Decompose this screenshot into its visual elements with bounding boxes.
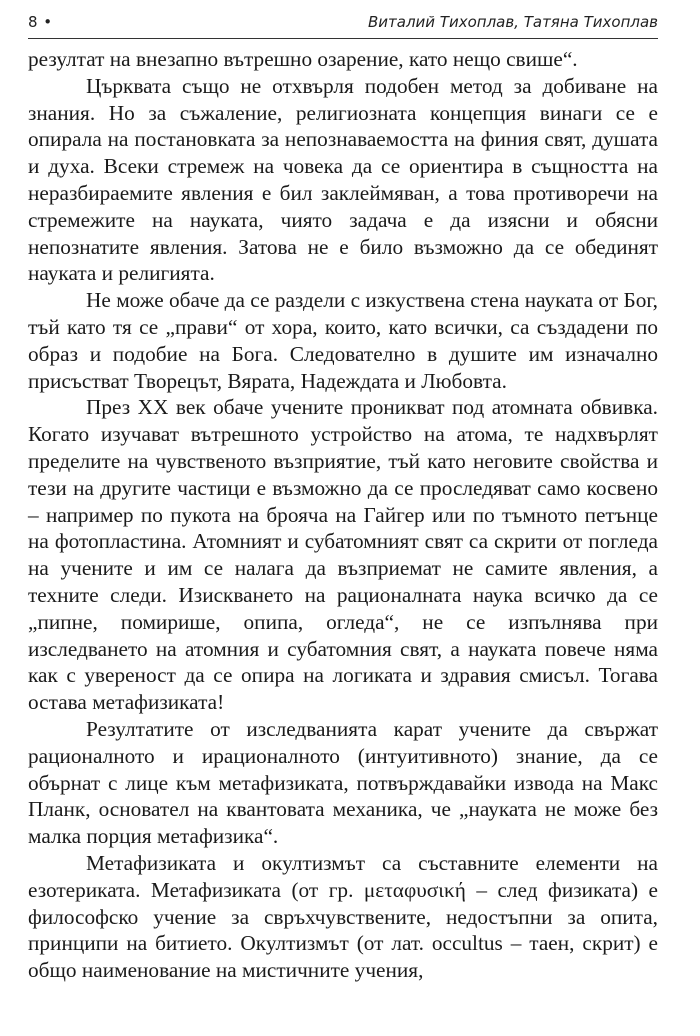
running-header-authors: Виталий Тихоплав, Татяна Тихоплав [367, 13, 658, 31]
paragraph: Църквата също не отхвърля подобен метод за добиване на знания. Но за съжаление, религиозната концепция винаги се е опирала на постановката за непознаваемостта на финия свят, душата и духа. Всеки стремеж на човека да се ориентира в същността на неразбираемите явления е бил заклеймяван, а това противоречи на стремежите на науката, чиято задача е да изясни и обясни непознатите явления. Затова не е било възможно да се обединят науката и религията. [28, 73, 658, 286]
running-header [28, 8, 658, 36]
page-number: 8 • [28, 13, 53, 31]
paragraph: Метафизиката и окултизмът са съставните елементи на езотериката. Метафизиката (от гр. μεταφυσική – след физиката) е философско учение за свръхчувствените, недостъпни за опита, принципи на битието. Окултизмът (от лат. occultus – таен, скрит) е общо наименование на мистичните учения, [28, 850, 658, 983]
paragraph: Резултатите от изследванията карат учените да свържат рационалното и ирационалното (интуитивното) знание, да се обърнат с лице към метафизиката, потвърждавайки извода на Макс Планк, основател на квантовата механика, че „науката не може без малка порция метафизика“. [28, 716, 658, 849]
header-divider [28, 38, 658, 39]
paragraph: Не може обаче да се раздели с изкуствена стена науката от Бог, тъй като тя се „прави“ от хора, които, като всички, са създадени по образ и подобие на Бога. Следователно в душите им изначално присъстват Творецът, Вярата, Надеждата и Любовта. [28, 288, 658, 393]
paragraph: През XX век обаче учените проникват под атомната обвивка. Когато изучават вътрешното устройство на атома, те надхвърлят пределите на чувственото възприятие, тъй като неговите свойства и тези на другите частици е възможно да се проследяват само косвено – например по пукота на брояча на Гайгер или по тъмното петънце на фотопластина. Атомният и субатомният свят са скрити от погледа на учените и им се налага да възприемат не самите явления, а техните следи. Изискването на рационалната наука всичко да се „пипне, помирише, опипа, огледа“, не се изпълнява при изследването на атомния и субатомния свят, а науката повече няма как с увереност да се опира на логиката и здравия смисъл. Тогава остава метафизиката! [28, 395, 658, 715]
paragraph: резултат на внезапно вътрешно озарение, като нещо свише“. [28, 47, 578, 71]
body-text [28, 46, 658, 984]
